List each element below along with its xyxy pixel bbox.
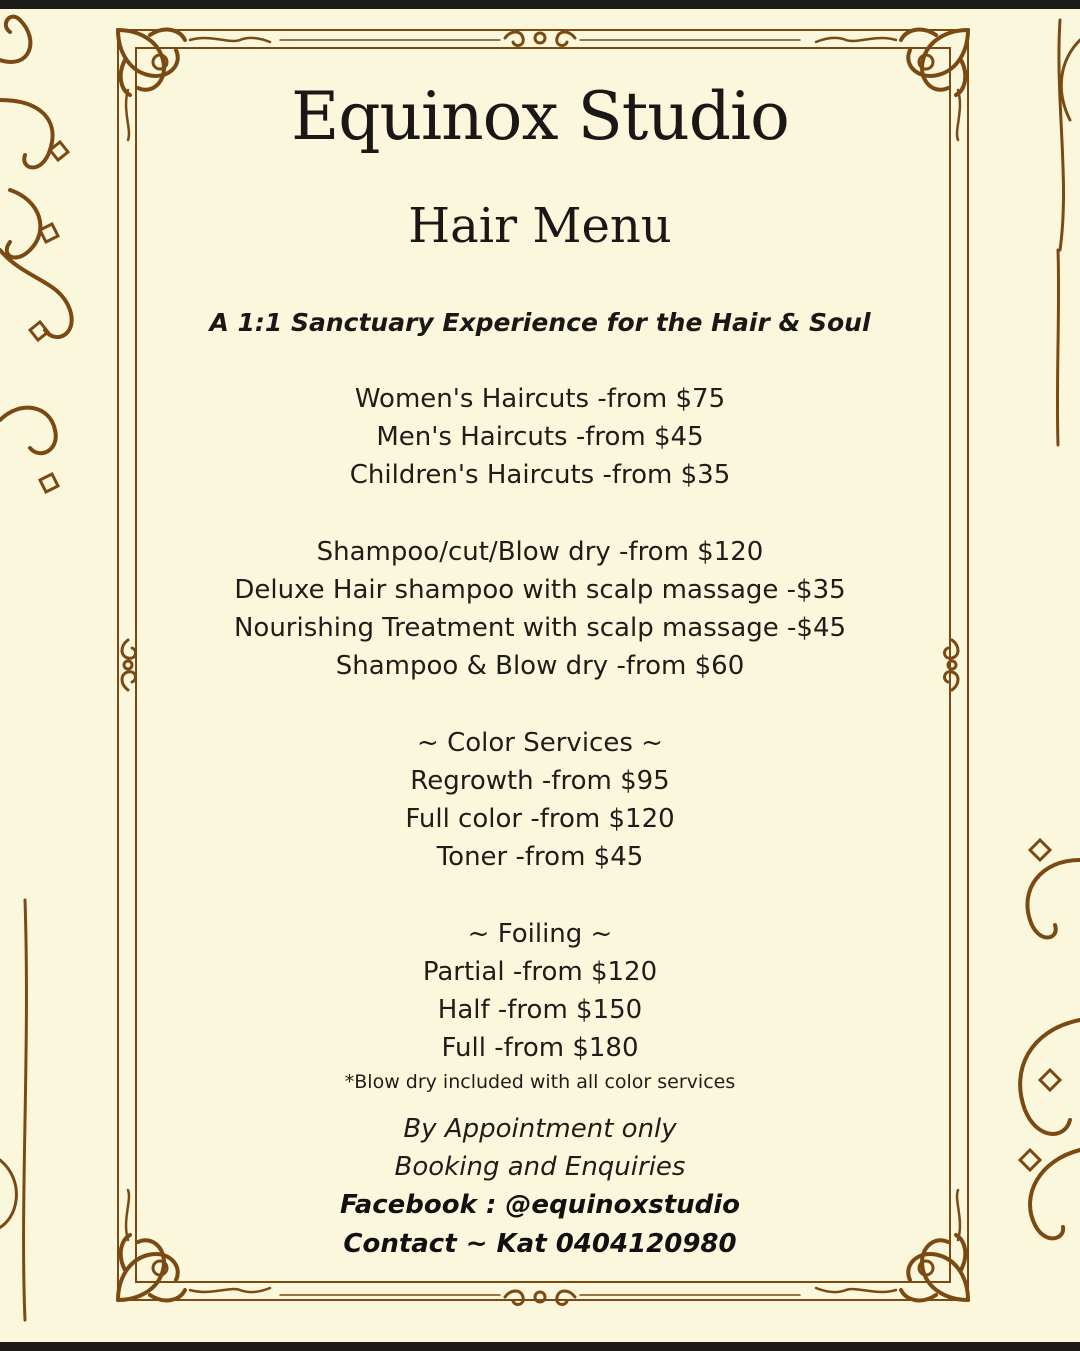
right-ivy-vine-icon <box>1020 20 1080 1238</box>
tagline: A 1:1 Sanctuary Experience for the Hair & Soul <box>209 308 871 337</box>
blow-dry-note: *Blow dry included with all color services <box>344 1071 736 1094</box>
service-list <box>130 380 950 1097</box>
menu-item: Children's Haircuts -from $35 <box>349 460 731 491</box>
menu-item: Toner -from $45 <box>436 842 644 873</box>
appointment-text: By Appointment only <box>403 1114 677 1144</box>
menu-subtitle: Hair Menu <box>408 198 672 254</box>
menu-item: Full -from $180 <box>441 1033 639 1064</box>
section-heading-foiling: ~ Foiling ~ <box>467 918 613 949</box>
bottom-center-scroll-icon <box>280 1291 800 1304</box>
footer-contact <box>130 1110 950 1263</box>
section-heading-color: ~ Color Services ~ <box>417 727 663 758</box>
menu-item: Women's Haircuts -from $75 <box>354 384 726 414</box>
menu-item: Partial -from $120 <box>422 956 658 987</box>
menu-item: Nourishing Treatment with scalp massage -$45 <box>233 613 847 644</box>
menu-item: Shampoo & Blow dry -from $60 <box>335 651 745 682</box>
menu-item: Full color -from $120 <box>405 804 675 835</box>
contact-phone: Contact ~ Kat 0404120980 <box>343 1228 737 1259</box>
menu-card <box>130 60 950 1290</box>
booking-text: Booking and Enquiries <box>394 1152 686 1183</box>
left-ivy-vine-icon <box>0 17 72 1320</box>
top-center-scroll-icon <box>280 32 800 45</box>
menu-item: Shampoo/cut/Blow dry -from $120 <box>316 536 764 567</box>
facebook-handle: Facebook : @equinoxstudio <box>339 1190 741 1221</box>
menu-item: Half -from $150 <box>437 995 643 1025</box>
brand-title: Equinox Studio <box>291 78 789 155</box>
menu-item: Men's Haircuts -from $45 <box>376 422 704 453</box>
bottom-border-bar <box>0 1342 1080 1351</box>
menu-item: Deluxe Hair shampoo with scalp massage -$35 <box>234 574 846 605</box>
menu-item: Regrowth -from $95 <box>410 765 670 796</box>
